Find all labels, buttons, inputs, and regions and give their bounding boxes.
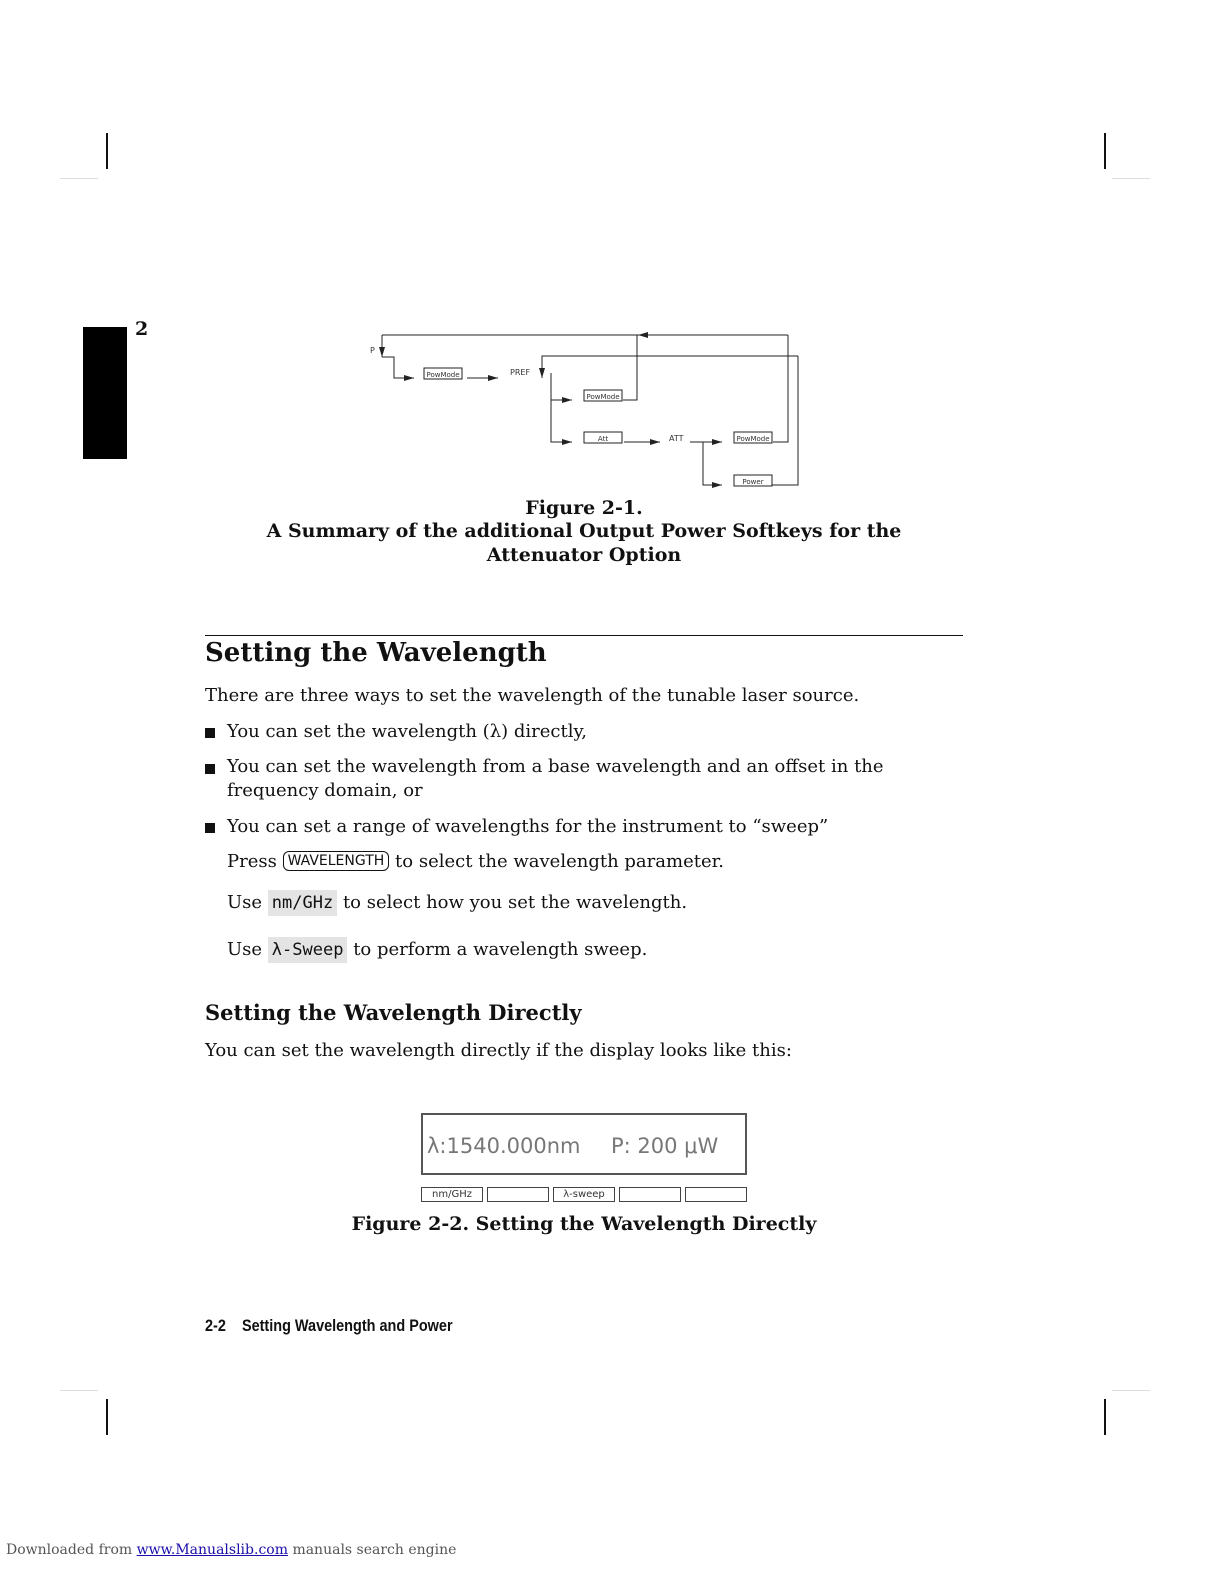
bullet-item: You can set the wavelength (λ) directly, — [227, 721, 587, 742]
softkey-diagram — [360, 325, 810, 495]
diagram-box-powmode: PowMode — [426, 371, 460, 379]
subsection-paragraph: You can set the wavelength directly if the display looks like this: — [205, 1040, 792, 1061]
figure-caption: Attenuator Option — [486, 544, 682, 566]
crop-mark — [106, 133, 108, 169]
bullet-item-continued: frequency domain, or — [227, 780, 423, 801]
bullet-item: You can set the wavelength from a base wavelength and an offset in the — [227, 756, 884, 777]
display-softkey-blank[interactable] — [619, 1187, 681, 1202]
manualslib-link[interactable]: www.Manualslib.com — [136, 1542, 288, 1558]
subsection-title: Setting the Wavelength Directly — [205, 1000, 582, 1025]
crop-mark — [1112, 178, 1150, 179]
diagram-box-power: Power — [742, 478, 764, 486]
crop-mark — [60, 178, 98, 179]
bullet-marker — [205, 823, 215, 833]
bullet-marker — [205, 764, 215, 774]
figure-caption: Figure 2-1. — [525, 497, 643, 519]
figure-caption: A Summary of the additional Output Power Softkeys for the — [266, 520, 902, 542]
instrument-display — [421, 1113, 747, 1175]
crop-mark — [1104, 133, 1106, 169]
figure-caption: Figure 2-2. Setting the Wavelength Directly — [351, 1213, 817, 1235]
diagram-label-p: P — [370, 346, 375, 355]
download-line: Downloaded from www.Manualslib.com manuals search engine — [6, 1542, 457, 1558]
diagram-label-pref: PREF — [510, 368, 531, 377]
diagram-box-powmode: PowMode — [736, 435, 770, 443]
lambda-sweep-softkey[interactable]: λ-Sweep — [268, 937, 348, 963]
diagram-box-att: Att — [597, 435, 609, 443]
bullet-item: You can set a range of wavelengths for the instrument to “sweep” — [227, 816, 829, 837]
diagram-box-powmode: PowMode — [586, 393, 620, 401]
section-rule — [205, 635, 963, 636]
crop-mark — [1112, 1390, 1150, 1391]
display-softkey-blank[interactable] — [487, 1187, 549, 1202]
crop-mark — [1104, 1399, 1106, 1435]
bullet-marker — [205, 728, 215, 738]
intro-paragraph: There are three ways to set the wavelength of the tunable laser source. — [205, 685, 860, 706]
display-softkey-blank[interactable] — [685, 1187, 747, 1202]
display-wavelength: λ:1540.000nm — [427, 1134, 581, 1158]
crop-mark — [60, 1390, 98, 1391]
instruction-use-sweep: Use λ-Sweep to perform a wavelength sweep. — [227, 937, 647, 963]
nm-ghz-softkey[interactable]: nm/GHz — [268, 890, 337, 916]
chapter-tab — [83, 327, 127, 459]
display-softkey-nm-ghz[interactable]: nm/GHz — [421, 1187, 483, 1202]
chapter-number: 2 — [135, 318, 149, 340]
instruction-press: Press WAVELENGTH to select the wavelength parameter. — [227, 851, 724, 872]
section-title: Setting the Wavelength — [205, 638, 547, 668]
diagram-label-att: ATT — [669, 434, 684, 443]
display-power: P: 200 μW — [611, 1134, 719, 1158]
page-footer: 2-2 Setting Wavelength and Power — [205, 1316, 453, 1335]
instruction-use-nm-ghz: Use nm/GHz to select how you set the wavelength. — [227, 890, 687, 916]
display-softkey-lambda-sweep[interactable]: λ-sweep — [553, 1187, 615, 1202]
crop-mark — [106, 1399, 108, 1435]
wavelength-key[interactable]: WAVELENGTH — [283, 851, 390, 871]
